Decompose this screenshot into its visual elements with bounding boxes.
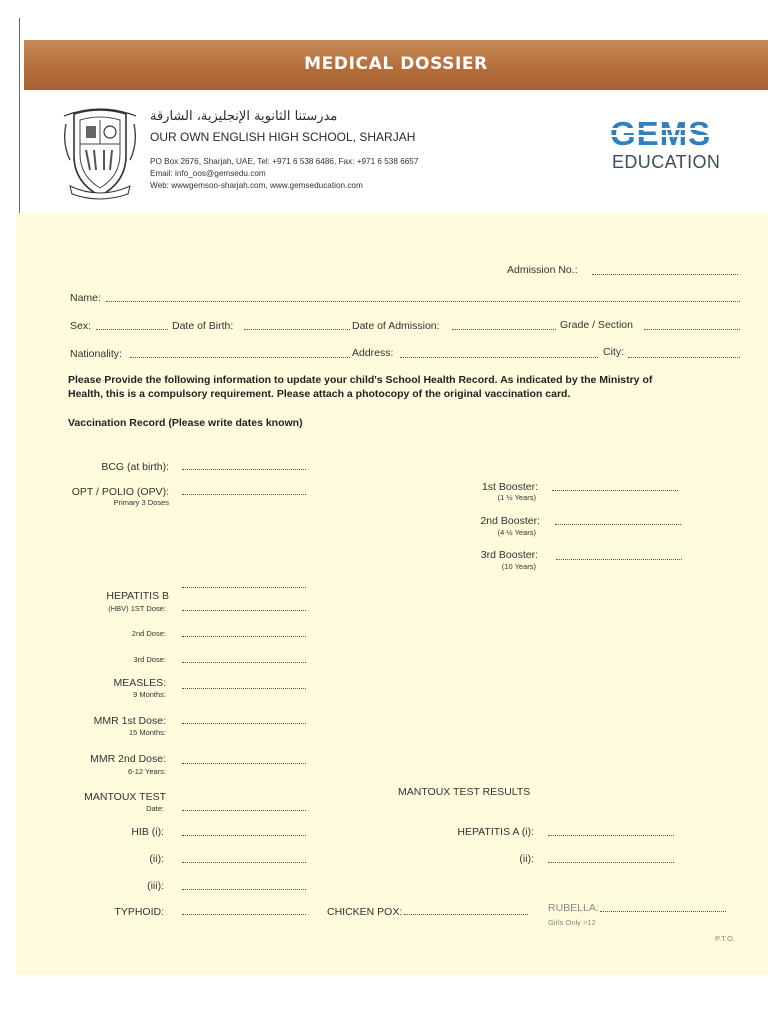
rubella-sub-label: Girls Only >12 xyxy=(548,918,596,927)
hib2-label: (ii): xyxy=(149,853,164,865)
gems-logo-icon xyxy=(610,118,738,148)
bcg-field[interactable] xyxy=(182,469,306,470)
vaccination-heading: Vaccination Record (Please write dates known) xyxy=(68,417,303,429)
doa-field[interactable] xyxy=(452,329,556,330)
school-email: Email: info_oos@gemsedu.com xyxy=(150,169,266,178)
address-label: Address: xyxy=(352,347,394,359)
sex-label: Sex: xyxy=(70,320,92,332)
booster2-sub-label: (4 ½ Years) xyxy=(497,528,536,537)
sex-field[interactable] xyxy=(96,329,168,330)
measles-field[interactable] xyxy=(182,688,306,689)
school-name-arabic: مدرستنا الثانوية الإنجليزية، الشارقة xyxy=(150,109,338,124)
hep-b-label: HEPATITIS B xyxy=(106,590,169,602)
hib3-label: (iii): xyxy=(147,880,164,892)
hib-label: HIB (i): xyxy=(131,826,164,838)
scan-edge-line xyxy=(19,18,20,218)
chicken-pox-field[interactable] xyxy=(404,914,528,915)
admission-no-label: Admission No.: xyxy=(507,264,578,276)
instruction-line-1: Please Provide the following information to update your child's School Health Record. As indicated by the Ministry of xyxy=(68,374,653,386)
opt-field[interactable] xyxy=(182,494,306,495)
booster2-field[interactable] xyxy=(555,524,681,525)
mantoux-label: MANTOUX TEST xyxy=(84,791,166,803)
booster1-label: 1st Booster: xyxy=(481,481,538,493)
hep-b-dose1-field[interactable] xyxy=(182,610,306,611)
mmr1-field[interactable] xyxy=(182,723,306,724)
hep-b-extra-field[interactable] xyxy=(182,587,306,588)
hib-field[interactable] xyxy=(182,835,306,836)
grade-label: Grade / Section xyxy=(560,319,633,331)
nationality-field[interactable] xyxy=(130,357,350,358)
instruction-line-2: Health, this is a compulsory requirement. Please attach a photocopy of the original vaccination card. xyxy=(68,388,571,400)
measles-sub-label: 9 Months: xyxy=(133,690,166,699)
chicken-pox-label: CHICKEN POX: xyxy=(327,906,403,918)
booster1-sub-label: (1 ½ Years) xyxy=(497,493,536,502)
school-crest-icon xyxy=(60,104,140,200)
bcg-label: BCG (at birth): xyxy=(101,461,169,473)
opt-label: OPT / POLIO (OPV): xyxy=(71,486,169,498)
name-label: Name: xyxy=(70,292,101,304)
mmr2-label: MMR 2nd Dose: xyxy=(90,753,166,765)
hep-b-sub-label: (HBV) 1ST Dose: xyxy=(108,604,166,613)
hep-a2-label: (ii): xyxy=(519,853,534,865)
nationality-label: Nationality: xyxy=(70,348,122,360)
hib3-field[interactable] xyxy=(182,889,306,890)
booster1-field[interactable] xyxy=(552,490,678,491)
rubella-field[interactable] xyxy=(600,911,726,912)
rubella-label: RUBELLA: xyxy=(548,902,599,914)
gems-logo-text: GEMS xyxy=(610,118,712,148)
admission-no-field[interactable] xyxy=(592,274,738,275)
hep-a2-field[interactable] xyxy=(548,862,674,863)
mantoux-date-label: Date: xyxy=(146,804,164,813)
mantoux-date-field[interactable] xyxy=(182,810,306,811)
hep-b-dose2-field[interactable] xyxy=(182,636,306,637)
measles-label: MEASLES: xyxy=(113,677,166,689)
mantoux-results-label: MANTOUX TEST RESULTS xyxy=(398,786,531,798)
school-address: PO Box 2676, Sharjah, UAE, Tel: +971 6 538 6486, Fax: +971 6 538 6657 xyxy=(150,157,419,166)
address-field[interactable] xyxy=(400,357,598,358)
page-title: MEDICAL DOSSIER xyxy=(304,54,488,74)
grade-field[interactable] xyxy=(644,329,740,330)
pto-note: P.T.O. xyxy=(715,934,735,943)
school-name: OUR OWN ENGLISH HIGH SCHOOL, SHARJAH xyxy=(150,130,416,144)
doa-label: Date of Admission: xyxy=(352,320,440,332)
hep-b-dose3-field[interactable] xyxy=(182,662,306,663)
name-field[interactable] xyxy=(106,301,740,302)
mmr2-sub-label: 6-12 Years: xyxy=(128,767,166,776)
booster3-sub-label: (10 Years) xyxy=(501,562,536,571)
city-label: City: xyxy=(603,346,624,358)
hep-b-dose3-label: 3rd Dose: xyxy=(133,655,166,664)
booster2-label: 2nd Booster: xyxy=(480,515,540,527)
dob-label: Date of Birth: xyxy=(172,320,234,332)
typhoid-label: TYPHOID: xyxy=(114,906,164,918)
school-web: Web: wwwgemsoo-sharjah.com, www.gemseducation.com xyxy=(150,181,363,190)
hep-b-dose2-label: 2nd Dose: xyxy=(131,629,166,638)
typhoid-field[interactable] xyxy=(182,914,306,915)
hib2-field[interactable] xyxy=(182,862,306,863)
mmr1-label: MMR 1st Dose: xyxy=(93,715,166,727)
mmr1-sub-label: 15 Months: xyxy=(128,728,166,737)
booster3-label: 3rd Booster: xyxy=(480,549,538,561)
mmr2-field[interactable] xyxy=(182,763,306,764)
booster3-field[interactable] xyxy=(556,559,682,560)
gems-education-label: EDUCATION xyxy=(612,152,721,172)
dob-field[interactable] xyxy=(244,329,350,330)
city-field[interactable] xyxy=(628,357,740,358)
opt-sub-label: Primary 3 Doses xyxy=(113,498,169,507)
hep-a-field[interactable] xyxy=(548,835,674,836)
hep-a-label: HEPATITIS A (i): xyxy=(457,826,534,838)
